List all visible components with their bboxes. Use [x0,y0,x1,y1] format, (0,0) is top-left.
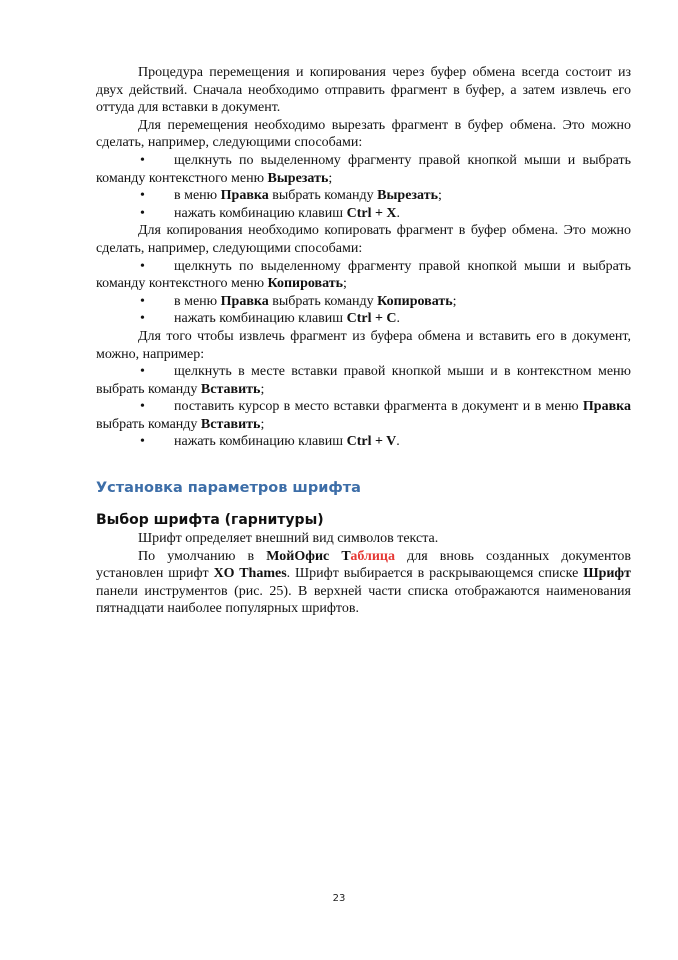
command-name: Вырезать [377,188,438,204]
paragraph-paste: Для того чтобы извлечь фрагмент из буфера обмена и вставить его в документ, можно, например: [96,328,631,362]
font-name: XO Thames [213,566,287,582]
command-name: Вставить [200,416,261,432]
command-name: Вставить [200,381,261,397]
bullet-icon: • [140,311,145,327]
shortcut-keys: Ctrl + V [346,434,397,450]
bullet-icon: • [140,258,145,274]
paragraph-intro: Процедура перемещения и копирования через буфер обмена всегда состоит из двух действий. Сначала необходимо отправить фрагмент в буфер, а затем извлечь его оттуда для вставки в документ. [96,65,631,116]
shortcut-keys: Ctrl + C [346,311,397,327]
bullet-icon: • [140,399,145,415]
product-name-highlight: аблица [350,548,395,564]
bullet-icon: • [140,293,145,309]
shortcut-keys: Ctrl + X [346,205,397,221]
paragraph-copy: Для копирования необходимо копировать фрагмент в буфер обмена. Это можно сделать, например, следующими способами: [96,223,631,256]
paragraph-move: Для перемещения необходимо вырезать фрагмент в буфер обмена. Это можно сделать, например, следующими способами: [96,117,631,151]
list-item-move-context: • щелкнуть по выделенному фрагменту правой кнопкой мыши и выбрать команду контекстного меню Вырезать; [96,152,631,186]
list-item-copy-context: • щелкнуть по выделенному фрагменту правой кнопкой мыши и выбрать команду контекстного меню Копировать; [96,258,631,292]
menu-name: Правка [220,293,269,309]
list-item-move-shortcut: • нажать комбинацию клавиш Ctrl + X. [140,205,401,221]
product-name-initial: Т [341,548,351,564]
section-heading: Установка параметров шрифта [96,480,361,497]
page-number: 23 [332,893,346,904]
menu-name: Правка [220,188,269,204]
list-item-move-menu: • в меню Правка выбрать команду Вырезать; [140,188,442,204]
bullet-icon: • [140,205,145,221]
list-item-paste-menu: • поставить курсор в место вставки фрагмента в документ и в меню Правка выбрать команду Вставить; [96,399,631,432]
command-name: Вырезать [267,170,329,186]
bullet-icon: • [140,188,145,204]
menu-name: Правка [582,399,631,415]
list-item-copy-menu: • в меню Правка выбрать команду Копировать; [140,293,457,309]
bullet-icon: • [140,364,145,380]
page-content [96,64,631,618]
subsection-heading: Выбор шрифта (гарнитуры) [96,512,324,529]
list-name: Шрифт [583,566,631,582]
paragraph-font-definition: Шрифт определяет внешний вид символов текста. [138,531,439,547]
bullet-icon: • [140,152,145,168]
list-item-copy-shortcut: • нажать комбинацию клавиш Ctrl + C. [140,311,401,327]
paragraph-default-font: По умолчанию в МойОфис Таблица для вновь созданных документов установлен шрифт XO Thames. Шрифт выбирается в раскрывающемся списке Шрифт панели инструментов (рис. 25). В верхней части списка отображаются наименования пятнадцати наиболее популярных шрифтов. [96,548,631,617]
list-item-paste-shortcut: • нажать комбинацию клавиш Ctrl + V. [140,434,400,450]
bullet-icon: • [140,434,145,450]
command-name: Копировать [267,276,344,292]
command-name: Копировать [377,293,453,309]
brand-name: МойОфис [266,548,330,564]
list-item-paste-context: • щелкнуть в месте вставки правой кнопкой мыши и в контекстном меню выбрать команду Вставить; [96,364,631,397]
